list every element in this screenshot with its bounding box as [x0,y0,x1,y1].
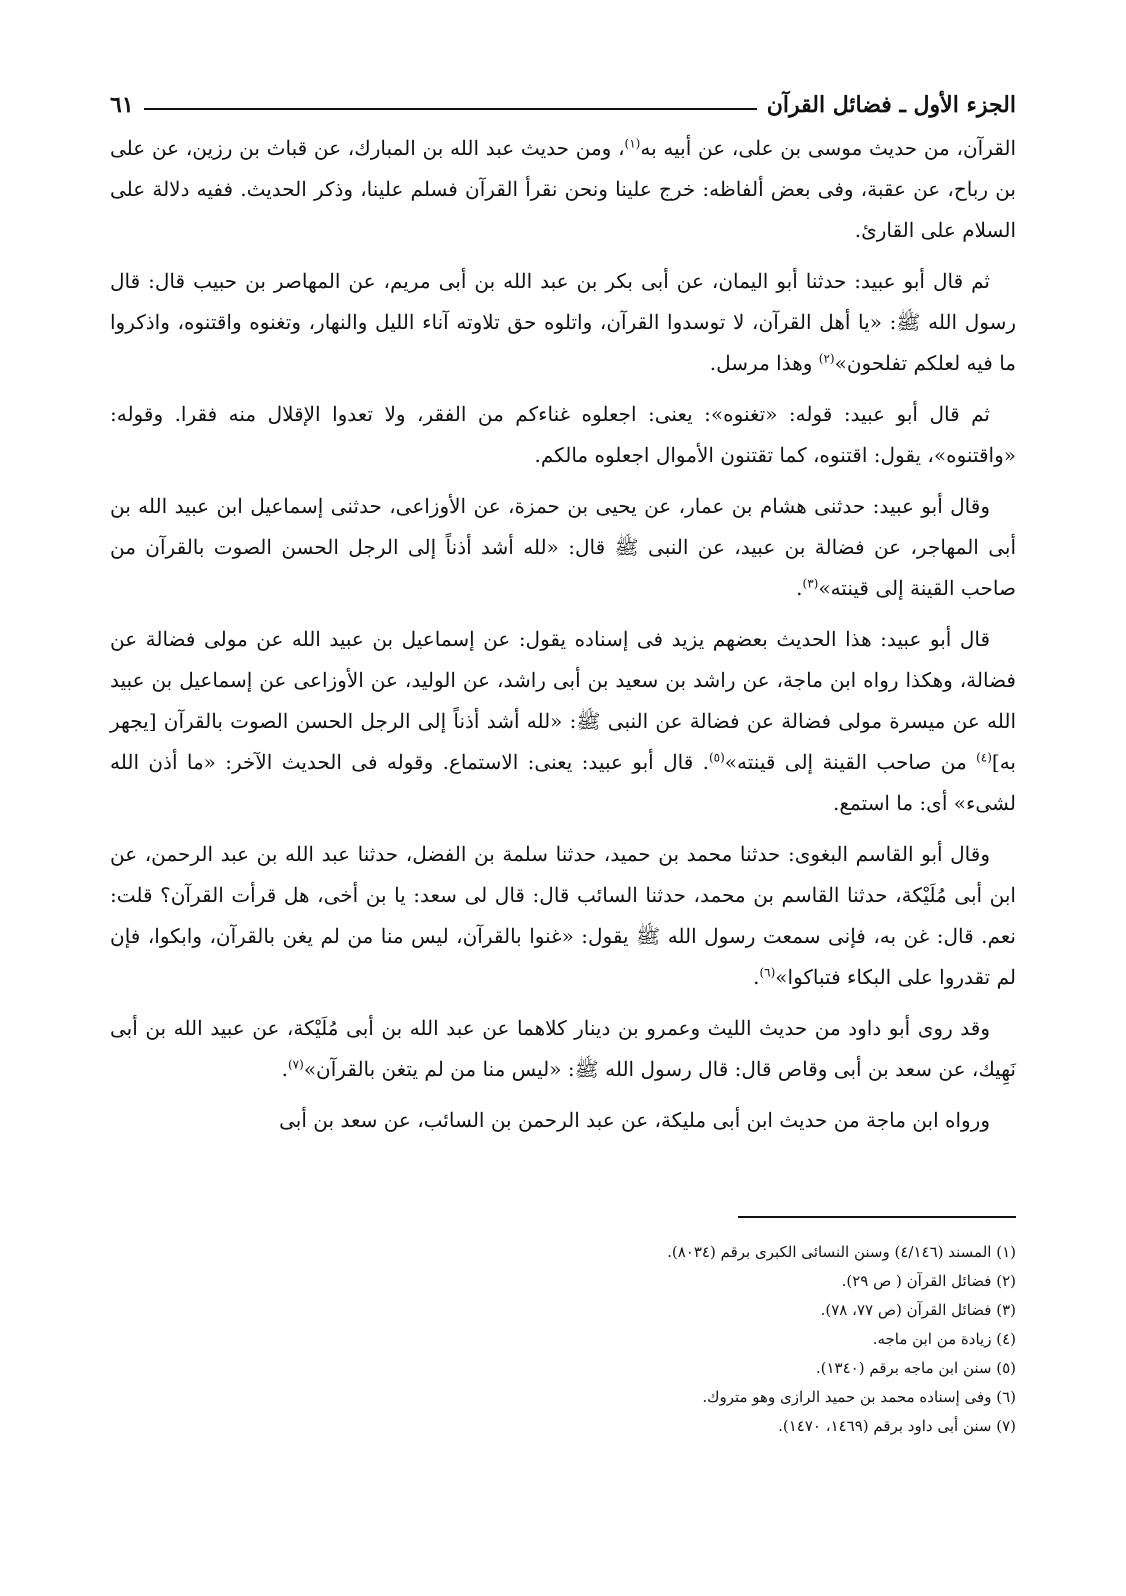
footnote-ref[interactable]: (٤) [976,750,992,765]
paragraph: القرآن، من حديث موسى بن على، عن أبيه به$^{(١)}$، ومن حديث عبد الله بن المبارك، عن قباث بن رزين، عن على بن رباح، عن عقبة، وفى بعض ألفاظه: خرج علينا ونحن نقرأ القرآن فسلم علينا، وذكر الحديث. ففيه دلالة على السلام على القارئ. [110,136,1017,242]
footnote: (٣) فضائل القرآن (ص ٧٧، ٧٨). [820,1301,1016,1319]
footnote: (٥) سنن ابن ماجه برقم (١٣٤٠). [815,1359,1016,1377]
paragraph: ورواه ابن ماجة من حديث ابن أبى مليكة، عن عبد الرحمن بن السائب، عن سعد بن أبى [279,1108,990,1132]
footnote: (٦) وفى إسناده محمد بن حميد الرازى وهو متروك. [702,1388,1016,1406]
paragraph: وقد روى أبو داود من حديث الليث وعمرو بن دينار كلاهما عن عبد الله بن أبى مُلَيْكة، عن عبيد الله بن أبى نَهِيك، عن سعد بن أبى وقاص قال: قال رسول الله ﷺ: «ليس منا من لم يتغن بالقرآن»$^{(٧)}$. [110,1016,1016,1081]
header-title: الجزء الأول ـ فضائل القرآن [766,92,1016,118]
body-text [110,128,1016,1151]
header-rule [144,108,757,110]
page-number: ٦١ [110,92,134,118]
footnote: (٧) سنن أبى داود برقم (١٤٦٩، ١٤٧٠). [778,1417,1016,1435]
footnote: (٢) فضائل القرآن ( ص ٢٩). [841,1272,1016,1290]
footnote-ref[interactable]: (٥) [708,750,725,765]
footnote-ref[interactable]: (٧) [287,1057,304,1072]
paragraph: ثم قال أبو عبيد: قوله: «تغنوه»: يعنى: اجعلوه غناءكم من الفقر، ولا تعدوا الإقلال منه فقرا. وقوله: «واقتنوه»، يقول: اقتنوه، كما تقتنون الأموال اجعلوه مالكم. [110,402,1016,467]
footnote-separator [738,1216,1016,1218]
paragraph: وقال أبو القاسم البغوى: حدثنا محمد بن حميد، حدثنا سلمة بن الفضل، حدثنا عبد الله بن عبد الرحمن، عن ابن أبى مُلَيْكة، حدثنا القاسم بن محمد، حدثنا السائب قال: قال لى سعد: يا بن أخى، هل قرأت القرآن؟ قلت: نعم. قال: غن به، فإنى سمعت رسول الله ﷺ يقول: «غنوا بالقرآن، ليس منا من لم يغن بالقرآن، وابكوا، فإن لم تقدروا على البكاء فتباكوا»$^{(٦)}$. [110,842,1016,989]
footnote-ref[interactable]: (٢) [818,351,835,366]
paragraph: قال أبو عبيد: هذا الحديث بعضهم يزيد فى إسناده يقول: عن إسماعيل بن عبيد الله عن مولى فضالة عن فضالة، وهكذا رواه ابن ماجة، عن راشد بن سعيد بن أبى راشد، عن الوليد، عن الأوزاعى عن إسماعيل بن عبيد الله عن ميسرة مولى فضالة عن فضالة عن النبى ﷺ: «لله أشد أذناً إلى الرجل الحسن الصوت بالقرآن [يجهر به]$^{(٤)}$ من صاحب القينة إلى قينته»$^{(٥)}$. قال أبو عبيد: يعنى: الاستماع. وقوله فى الحديث الآخر: «ما أذن الله لشىء» أى: ما استمع. [110,627,1016,815]
running-header [110,78,1016,118]
footnote: (٤) زيادة من ابن ماجه. [872,1330,1016,1348]
paragraph: ثم قال أبو عبيد: حدثنا أبو اليمان، عن أبى بكر بن عبد الله بن أبى مريم، عن المهاصر بن حبيب قال: قال رسول الله ﷺ: «يا أهل القرآن، لا توسدوا القرآن، واتلوه حق تلاوته آناء الليل والنهار، وتغنوه واقتنوه، واذكروا ما فيه لعلكم تفلحون»$^{(٢)}$ وهذا مرسل. [110,269,1016,375]
paragraph: وقال أبو عبيد: حدثنى هشام بن عمار، عن يحيى بن حمزة، عن الأوزاعى، حدثنى إسماعيل ابن عبيد الله بن أبى المهاجر، عن فضالة بن عبيد، عن النبى ﷺ قال: «لله أشد أذناً إلى الرجل الحسن الصوت بالقرآن من صاحب القينة إلى قينته»$^{(٣)}$. [110,494,1016,600]
footnote: (١) المسند (٤/١٤٦) وسنن النسائى الكبرى برقم (٨٠٣٤). [667,1243,1016,1261]
footnote-ref[interactable]: (٣) [802,576,819,591]
footnote-ref[interactable]: (٦) [759,965,776,980]
footnote-ref[interactable]: (١) [624,136,641,151]
footnotes [110,1238,1016,1441]
